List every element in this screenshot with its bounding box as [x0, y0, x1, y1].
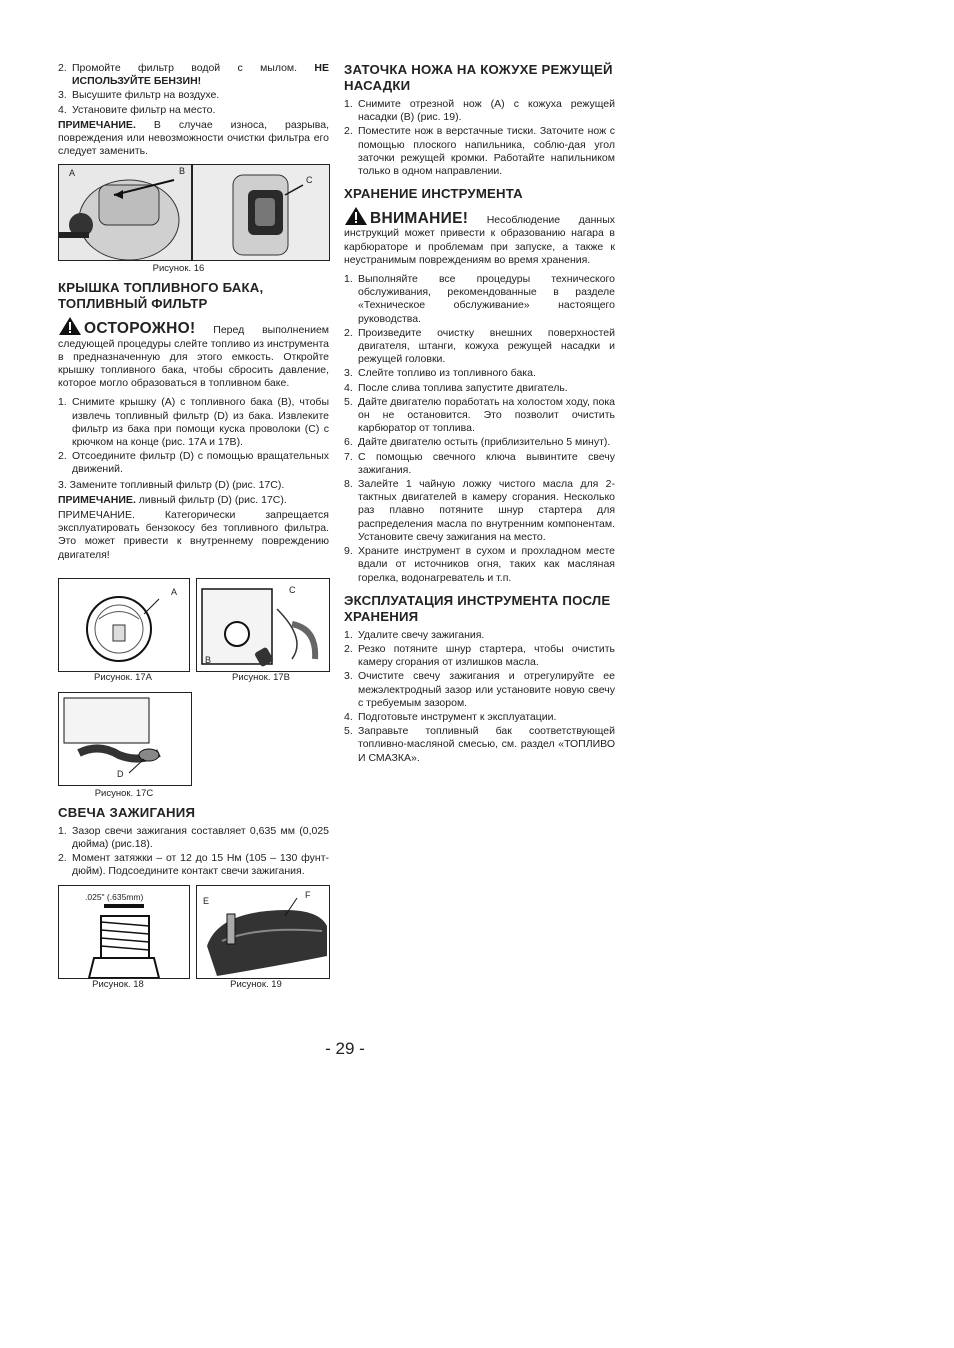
fig18-gap-label: .025" (.635mm) — [85, 891, 144, 902]
list-item: 6. Дайте двигателю остыть (приблизительно 5 минут). — [344, 436, 611, 449]
list-item: 2. Резко потяните шнур стартера, чтобы очистить камеру сгорания от излишков масла. — [344, 642, 615, 669]
fig17b-label-b: B — [205, 654, 212, 665]
list-item: 9. Храните инструмент в сухом и прохладном месте вдали от источников огня, таких как масляная горелка, водонагреватель и т.п. — [344, 545, 615, 584]
list-item: 4. После слива топлива запустите двигатель. — [344, 381, 568, 394]
list-item: 1. Удалите свечу зажигания. — [344, 628, 485, 641]
figure-17ab — [58, 578, 329, 672]
list-item: 2. Промойте фильтр водой с мылом. НЕ ИСПОЛЬЗУЙТЕ БЕНЗИН! — [58, 62, 329, 88]
fig19-label-e: E — [203, 895, 210, 906]
storage-steps-list — [344, 273, 615, 585]
list-item: 5. Дайте двигателю поработать на холостом ходу, пока он не остановится. Это позволит очистить карбюратор от топлива. — [344, 395, 615, 435]
list-item: 2. Момент затяжки – от 12 до 15 Нм (105 – 130 фунт-дюйм). Подсоедините контакт свечи зажигания. — [58, 852, 329, 878]
warning-triangle-icon — [344, 206, 368, 226]
fig19-label-f: F — [305, 889, 311, 900]
list-item: 3. Слейте топливо из топливного бака. — [344, 367, 536, 380]
section-heading-sharpen: ЗАТОЧКА НОЖА НА КОЖУХЕ РЕЖУЩЕЙ НАСАДКИ — [344, 62, 613, 93]
page-number: - 29 - — [325, 1039, 365, 1058]
warning-triangle-icon — [58, 316, 82, 336]
figure-16 — [58, 164, 329, 261]
figure-19-image — [196, 885, 330, 979]
list-item: 1. Выполняйте все процедуры технического обслуживания, рекомендованные в разделе «Техническое обслуживание» настоящего руководства. — [344, 273, 615, 325]
list-item: 4. Подготовьте инструмент к эксплуатации. — [344, 710, 557, 723]
list-item: 7. С помощью свечного ключа вывинтите свечу зажигания. — [344, 450, 615, 476]
figure-16-left-image — [58, 164, 192, 261]
left-column — [58, 62, 329, 993]
fig16-label-a: A — [69, 168, 76, 179]
figure-17ab-captions — [58, 672, 329, 686]
list-item: 2. Поместите нож в верстачные тиски. Заточите нож с помощью плоского напильника, соблю-дая угол заточки режущей кромки. Работайте напильником только в одном направлении. — [344, 125, 615, 178]
section-heading-fuel-cap: КРЫШКА ТОПЛИВНОГО БАКА, ТОПЛИВНЫЙ ФИЛЬТР — [58, 280, 264, 312]
list-item: 1. Зазор свечи зажигания составляет 0,635 мм (0,025 дюйма) (рис.18). — [58, 824, 329, 851]
figure-17b-caption: Рисунок. 17B — [231, 671, 290, 683]
list-item: 3. Высушите фильтр на воздухе. — [58, 89, 220, 102]
warning-title: ВНИМАНИЕ! — [370, 210, 469, 228]
fig17b-label-c: C — [289, 584, 296, 595]
list-item: 2. Произведите очистку внешних поверхностей двигателя, штанги, кожуха режущей насадки и режущей головки. — [344, 326, 615, 366]
list-item: 8. Залейте 1 чайную ложку чистого масла для 2-тактных двигателей в камеру сгорания. Несколько раз плавно потяните шнур стартера для распределения масла по внутренним компонентам. Установите свечу зажигания на место. — [344, 478, 615, 543]
section-heading-storage: ХРАНЕНИЕ ИНСТРУМЕНТА — [344, 186, 523, 202]
figure-17c-caption: Рисунок. 17C — [94, 787, 154, 799]
fig16-label-b: B — [179, 166, 186, 177]
figure-18-19-captions — [58, 979, 329, 993]
note-no-filter-warning: ПРИМЕЧАНИЕ. Категорически запрещается эксплуатировать бензокосу без топливного фильтра. Это может привести к внутреннему повреждению двигателя! — [58, 509, 329, 561]
section-heading-after-storage: ЭКСПЛУАТАЦИЯ ИНСТРУМЕНТА ПОСЛЕ ХРАНЕНИЯ — [344, 592, 611, 624]
warning-block: ВНИМАНИЕ! Несоблюдение данных инструкций может привести к образованию нагара в карбюраторе и проблемам при запуске, а также к неустранимым повреждениям во время хранения. — [344, 206, 615, 267]
fig16-label-c: C — [306, 175, 313, 186]
caution-block: ОСТОРОЖНО! Перед выполнением следующей процедуры слейте топливо из инструмента в предназначенную для этого емкость. Откройте крышку топливного бака, чтобы сбросить давление, которое могло образоваться в топливном баке. — [58, 316, 329, 390]
figure-18-image — [58, 885, 190, 979]
figure-17a-image — [58, 578, 190, 672]
caution-title: ОСТОРОЖНО! — [84, 320, 196, 338]
fuel-filter-step-3: 3. Замените топливный фильтр (D) (рис. 17C). — [58, 478, 285, 491]
fig17c-label-d: D — [117, 768, 124, 779]
section-heading-spark-plug: СВЕЧА ЗАЖИГАНИЯ — [58, 804, 196, 820]
figure-18-19 — [58, 885, 329, 979]
list-item: 4. Установите фильтр на место. — [58, 103, 216, 116]
spark-plug-steps-list — [58, 825, 329, 879]
after-storage-steps-list — [344, 629, 615, 765]
note-fuel-filter: ПРИМЕЧАНИЕ. ливный фильтр (D) (рис. 17C). — [58, 493, 287, 506]
fig17a-label-a: A — [171, 586, 178, 597]
filter-steps-list — [58, 62, 329, 117]
figure-17a-caption: Рисунок. 17A — [93, 671, 152, 683]
list-item: 1. Снимите отрезной нож (А) с кожуха режущей насадки (В) (рис. 19). — [344, 98, 615, 124]
list-item: 3. Очистите свечу зажигания и отрегулируйте ее межэлектродный зазор или установите новую свечу с требуемым зазором. — [344, 670, 615, 709]
list-item: 5. Заправьте топливный бак соответствующей топливно-масляной смесью, см. раздел «ТОПЛИВО И СМАЗКА». — [344, 725, 615, 764]
list-item: 2. Отсоедините фильтр (D) с помощью вращательных движений. — [58, 450, 329, 476]
figure-16-caption: Рисунок. 16 — [152, 263, 205, 275]
fuel-filter-steps-list — [58, 396, 329, 476]
list-item: 1. Снимите крышку (A) с топливного бака (B), чтобы извлечь топливный фильтр (D) из бака. Извлеките фильтр из бака при помощи куска проволоки (C) с крючком на конце (рис. 17A и 17B). — [58, 396, 329, 449]
figure-17b-image — [196, 578, 330, 672]
figure-18-caption: Рисунок. 18 — [92, 978, 144, 990]
figure-19-caption: Рисунок. 19 — [230, 978, 282, 990]
sharpen-steps-list — [344, 98, 615, 178]
note-filter: ПРИМЕЧАНИЕ. В случае износа, разрыва, повреждения или невозможности очистки фильтра его следует заменить. — [58, 118, 329, 158]
figure-17c-image — [58, 692, 192, 786]
figure-16-right-image — [192, 164, 330, 261]
right-column — [344, 62, 615, 767]
